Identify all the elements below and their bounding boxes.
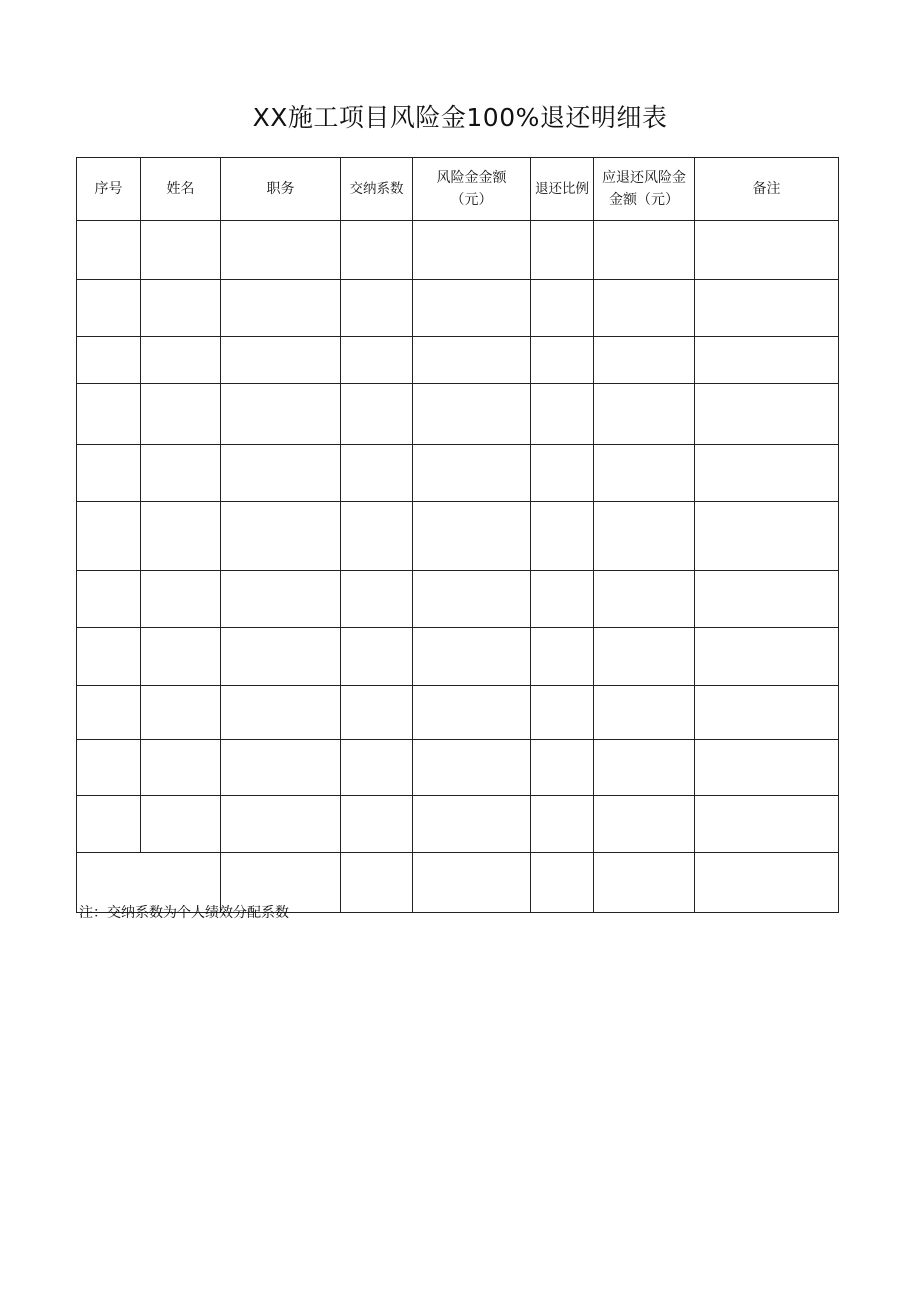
- summary-cell: [341, 853, 413, 913]
- cell-name: [141, 628, 221, 686]
- cell-serial-number: [77, 384, 141, 445]
- cell-position: [221, 445, 341, 502]
- cell-refund-ratio: [531, 384, 594, 445]
- cell-position: [221, 796, 341, 853]
- header-row: [77, 158, 839, 221]
- table-row: [77, 740, 839, 796]
- cell-remarks: [695, 740, 839, 796]
- refund-detail-table: [76, 157, 839, 913]
- cell-remarks: [695, 796, 839, 853]
- cell-name: [141, 502, 221, 571]
- cell-refund-ratio: [531, 445, 594, 502]
- cell-serial-number: [77, 740, 141, 796]
- cell-name: [141, 686, 221, 740]
- header-refundable-amount: 应退还风险金 金额（元）: [594, 158, 695, 221]
- cell-refund-ratio: [531, 221, 594, 280]
- summary-cell: [531, 853, 594, 913]
- summary-cell: [413, 853, 531, 913]
- cell-remarks: [695, 628, 839, 686]
- summary-cell: [594, 853, 695, 913]
- cell-remarks: [695, 445, 839, 502]
- cell-refundable-amount: [594, 280, 695, 337]
- table-row: [77, 280, 839, 337]
- cell-refundable-amount: [594, 337, 695, 384]
- cell-remarks: [695, 337, 839, 384]
- cell-contribution-coefficient: [341, 280, 413, 337]
- cell-refundable-amount: [594, 445, 695, 502]
- table-row: [77, 628, 839, 686]
- cell-serial-number: [77, 337, 141, 384]
- cell-refund-ratio: [531, 628, 594, 686]
- cell-risk-deposit-amount: [413, 384, 531, 445]
- cell-position: [221, 740, 341, 796]
- header-serial-number: 序号: [77, 158, 141, 221]
- cell-remarks: [695, 221, 839, 280]
- cell-contribution-coefficient: [341, 686, 413, 740]
- cell-remarks: [695, 571, 839, 628]
- cell-contribution-coefficient: [341, 796, 413, 853]
- cell-refund-ratio: [531, 796, 594, 853]
- table-row: [77, 384, 839, 445]
- table-row: [77, 221, 839, 280]
- cell-position: [221, 502, 341, 571]
- cell-serial-number: [77, 796, 141, 853]
- cell-refundable-amount: [594, 686, 695, 740]
- cell-refund-ratio: [531, 740, 594, 796]
- cell-remarks: [695, 384, 839, 445]
- cell-risk-deposit-amount: [413, 628, 531, 686]
- cell-contribution-coefficient: [341, 740, 413, 796]
- table-row: [77, 337, 839, 384]
- cell-refundable-amount: [594, 740, 695, 796]
- cell-name: [141, 221, 221, 280]
- header-position: 职务: [221, 158, 341, 221]
- cell-position: [221, 384, 341, 445]
- cell-position: [221, 628, 341, 686]
- cell-refund-ratio: [531, 571, 594, 628]
- cell-risk-deposit-amount: [413, 571, 531, 628]
- cell-name: [141, 384, 221, 445]
- cell-contribution-coefficient: [341, 445, 413, 502]
- cell-name: [141, 740, 221, 796]
- header-risk-deposit-amount: 风险金金额 （元）: [413, 158, 531, 221]
- cell-serial-number: [77, 221, 141, 280]
- table-row: [77, 686, 839, 740]
- cell-refundable-amount: [594, 502, 695, 571]
- table-row: [77, 445, 839, 502]
- header-contribution-coefficient: 交纳系数: [341, 158, 413, 221]
- cell-position: [221, 280, 341, 337]
- cell-risk-deposit-amount: [413, 686, 531, 740]
- cell-remarks: [695, 686, 839, 740]
- cell-name: [141, 571, 221, 628]
- cell-contribution-coefficient: [341, 628, 413, 686]
- footnote: 注：交纳系数为个人绩效分配系数: [79, 905, 289, 921]
- table-row: [77, 571, 839, 628]
- cell-name: [141, 280, 221, 337]
- cell-refundable-amount: [594, 628, 695, 686]
- cell-contribution-coefficient: [341, 221, 413, 280]
- table-row: [77, 796, 839, 853]
- cell-refund-ratio: [531, 686, 594, 740]
- cell-serial-number: [77, 628, 141, 686]
- cell-serial-number: [77, 686, 141, 740]
- header-name: 姓名: [141, 158, 221, 221]
- cell-position: [221, 686, 341, 740]
- cell-risk-deposit-amount: [413, 221, 531, 280]
- cell-refundable-amount: [594, 384, 695, 445]
- cell-position: [221, 337, 341, 384]
- cell-risk-deposit-amount: [413, 502, 531, 571]
- cell-name: [141, 796, 221, 853]
- cell-remarks: [695, 502, 839, 571]
- cell-refundable-amount: [594, 796, 695, 853]
- cell-refundable-amount: [594, 221, 695, 280]
- cell-serial-number: [77, 571, 141, 628]
- cell-risk-deposit-amount: [413, 337, 531, 384]
- cell-serial-number: [77, 502, 141, 571]
- table-row: [77, 502, 839, 571]
- cell-serial-number: [77, 280, 141, 337]
- cell-serial-number: [77, 445, 141, 502]
- cell-remarks: [695, 280, 839, 337]
- cell-contribution-coefficient: [341, 571, 413, 628]
- cell-contribution-coefficient: [341, 502, 413, 571]
- cell-refundable-amount: [594, 571, 695, 628]
- cell-contribution-coefficient: [341, 337, 413, 384]
- header-refund-ratio: 退还比例: [531, 158, 594, 221]
- cell-risk-deposit-amount: [413, 280, 531, 337]
- cell-name: [141, 337, 221, 384]
- cell-contribution-coefficient: [341, 384, 413, 445]
- cell-position: [221, 221, 341, 280]
- document-title: XX施工项目风险金100%退还明细表: [252, 103, 668, 132]
- cell-refund-ratio: [531, 502, 594, 571]
- cell-refund-ratio: [531, 337, 594, 384]
- cell-risk-deposit-amount: [413, 445, 531, 502]
- header-remarks: 备注: [695, 158, 839, 221]
- cell-risk-deposit-amount: [413, 796, 531, 853]
- cell-position: [221, 571, 341, 628]
- cell-risk-deposit-amount: [413, 740, 531, 796]
- summary-cell: [695, 853, 839, 913]
- cell-refund-ratio: [531, 280, 594, 337]
- cell-name: [141, 445, 221, 502]
